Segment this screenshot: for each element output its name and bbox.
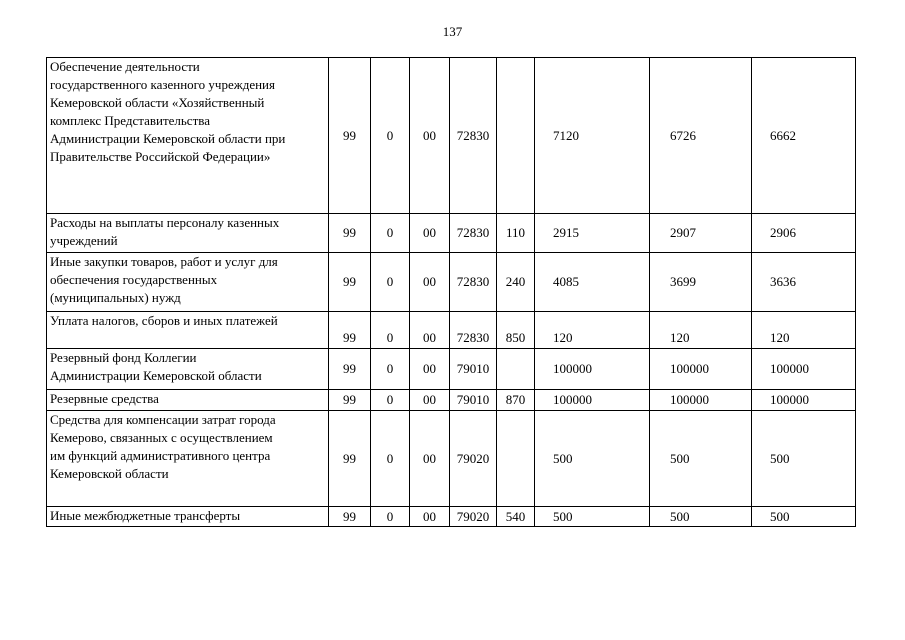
row-name: Резервный фонд Коллегии Администрации Кемеровской области <box>50 350 262 383</box>
code-ministry-cell: 99 <box>329 312 371 349</box>
code-direction-cell: 79010 <box>450 349 497 390</box>
row-name: Иные межбюджетные трансферты <box>50 508 241 523</box>
code-ministry-cell: 99 <box>329 214 371 253</box>
code-subprogram-cell: 00 <box>410 349 450 390</box>
code-ministry-cell: 99 <box>329 507 371 527</box>
code-program-cell: 0 <box>371 411 410 507</box>
table-row <box>47 349 856 390</box>
table-row <box>47 253 856 312</box>
code-direction-cell: 72830 <box>450 214 497 253</box>
amount-year3-cell: 120 <box>752 312 856 349</box>
amount-year1-cell: 2915 <box>535 214 650 253</box>
code-ministry-cell: 99 <box>329 253 371 312</box>
amount-year3-cell: 500 <box>752 507 856 527</box>
code-direction-cell: 79020 <box>450 507 497 527</box>
code-program-cell: 0 <box>371 507 410 527</box>
code-direction-cell: 79020 <box>450 411 497 507</box>
code-program-cell: 0 <box>371 349 410 390</box>
row-name: Уплата налогов, сборов и иных платежей <box>50 313 278 328</box>
code-expense-type-cell <box>497 58 535 214</box>
amount-year2-cell: 100000 <box>650 390 752 411</box>
code-subprogram-cell: 00 <box>410 507 450 527</box>
amount-year2-cell: 120 <box>650 312 752 349</box>
page-number: 137 <box>442 24 463 39</box>
amount-year3-cell: 6662 <box>752 58 856 214</box>
row-name-cell <box>47 312 329 349</box>
table-row <box>47 507 856 527</box>
code-subprogram-cell: 00 <box>410 253 450 312</box>
code-ministry-cell: 99 <box>329 58 371 214</box>
code-expense-type-cell <box>497 349 535 390</box>
row-name-cell <box>47 390 329 411</box>
row-name: Резервные средства <box>50 391 159 406</box>
amount-year1-cell: 120 <box>535 312 650 349</box>
row-name: Средства для компенсации затрат города Кемерово, связанных с осуществлением им функций административного центра Кемеровской области <box>50 412 276 481</box>
row-name: Обеспечение деятельности государственного казенного учреждения Кемеровской области «Хозяйственный комплекс Представительства Администрации Кемеровской области при Правительстве Российской Федерации» <box>50 59 286 164</box>
code-expense-type-cell <box>497 411 535 507</box>
table-row <box>47 390 856 411</box>
budget-table <box>46 57 856 527</box>
row-name-cell <box>47 214 329 253</box>
row-name: Иные закупки товаров, работ и услуг для обеспечения государственных (муниципальных) нужд <box>50 254 278 305</box>
amount-year2-cell: 100000 <box>650 349 752 390</box>
code-program-cell: 0 <box>371 58 410 214</box>
table-row <box>47 214 856 253</box>
amount-year1-cell: 7120 <box>535 58 650 214</box>
code-expense-type-cell: 850 <box>497 312 535 349</box>
code-subprogram-cell: 00 <box>410 312 450 349</box>
code-expense-type-cell: 110 <box>497 214 535 253</box>
code-program-cell: 0 <box>371 214 410 253</box>
amount-year3-cell: 100000 <box>752 390 856 411</box>
code-program-cell: 0 <box>371 312 410 349</box>
code-subprogram-cell: 00 <box>410 411 450 507</box>
code-subprogram-cell: 00 <box>410 58 450 214</box>
code-direction-cell: 79010 <box>450 390 497 411</box>
amount-year1-cell: 4085 <box>535 253 650 312</box>
amount-year3-cell: 2906 <box>752 214 856 253</box>
code-ministry-cell: 99 <box>329 390 371 411</box>
amount-year1-cell: 100000 <box>535 390 650 411</box>
amount-year3-cell: 3636 <box>752 253 856 312</box>
code-program-cell: 0 <box>371 390 410 411</box>
code-direction-cell: 72830 <box>450 58 497 214</box>
table-row <box>47 58 856 214</box>
code-expense-type-cell: 870 <box>497 390 535 411</box>
amount-year3-cell: 100000 <box>752 349 856 390</box>
row-name-cell <box>47 349 329 390</box>
code-ministry-cell: 99 <box>329 411 371 507</box>
amount-year1-cell: 500 <box>535 411 650 507</box>
row-name-cell <box>47 253 329 312</box>
amount-year2-cell: 500 <box>650 507 752 527</box>
row-name-cell <box>47 411 329 507</box>
code-program-cell: 0 <box>371 253 410 312</box>
amount-year1-cell: 500 <box>535 507 650 527</box>
amount-year2-cell: 2907 <box>650 214 752 253</box>
row-name-cell <box>47 58 329 214</box>
amount-year2-cell: 6726 <box>650 58 752 214</box>
code-direction-cell: 72830 <box>450 253 497 312</box>
amount-year3-cell: 500 <box>752 411 856 507</box>
code-subprogram-cell: 00 <box>410 390 450 411</box>
code-direction-cell: 72830 <box>450 312 497 349</box>
code-expense-type-cell: 540 <box>497 507 535 527</box>
amount-year1-cell: 100000 <box>535 349 650 390</box>
table-row <box>47 411 856 507</box>
code-ministry-cell: 99 <box>329 349 371 390</box>
row-name: Расходы на выплаты персоналу казенных учреждений <box>50 215 280 248</box>
code-expense-type-cell: 240 <box>497 253 535 312</box>
table-row <box>47 312 856 349</box>
code-subprogram-cell: 00 <box>410 214 450 253</box>
row-name-cell <box>47 507 329 527</box>
amount-year2-cell: 500 <box>650 411 752 507</box>
amount-year2-cell: 3699 <box>650 253 752 312</box>
